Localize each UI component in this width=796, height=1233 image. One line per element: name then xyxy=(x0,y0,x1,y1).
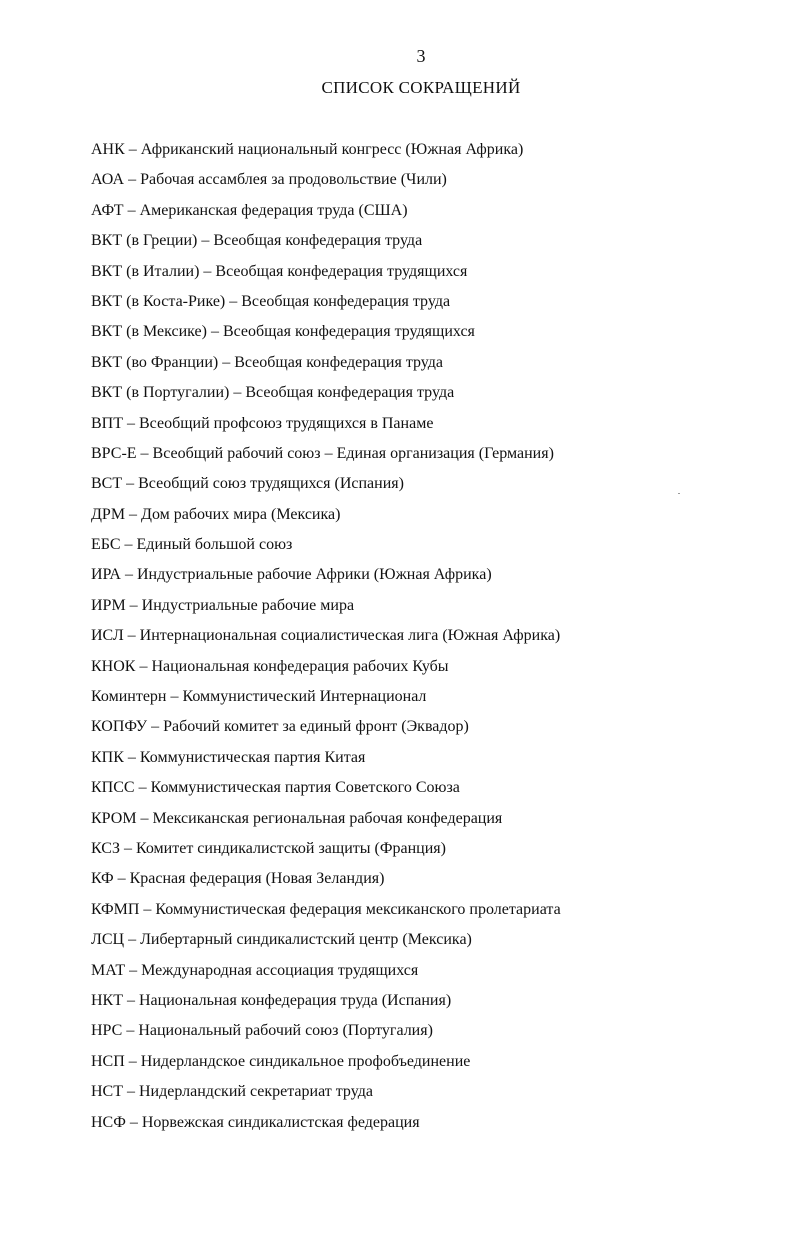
list-item: ЛСЦ – Либертарный синдикалистский центр (Мексика) xyxy=(91,931,472,949)
list-item: ИРА – Индустриальные рабочие Африки (Южная Африка) xyxy=(91,566,492,584)
list-item: ВКТ (в Мексике) – Всеобщая конфедерация трудящихся xyxy=(91,323,475,341)
list-item: КФ – Красная федерация (Новая Зеландия) xyxy=(91,870,385,888)
list-item: ЕБС – Единый большой союз xyxy=(91,536,293,554)
list-item: ВСТ – Всеобщий союз трудящихся (Испания) xyxy=(91,475,404,493)
list-item: КОПФУ – Рабочий комитет за единый фронт (Эквадор) xyxy=(91,718,469,736)
list-item: НСТ – Нидерландский секретариат труда xyxy=(91,1083,373,1101)
list-item: КСЗ – Комитет синдикалистской защиты (Франция) xyxy=(91,839,446,857)
list-item: ВКТ (во Франции) – Всеобщая конфедерация труда xyxy=(91,353,444,371)
list-item: НСП – Нидерландское синдикальное профобъединение xyxy=(91,1052,471,1070)
list-item: МАТ – Международная ассоциация трудящихся xyxy=(91,961,419,979)
page-number: 3 xyxy=(416,46,426,66)
list-item: ИСЛ – Интернациональная социалистическая лига (Южная Африка) xyxy=(91,627,561,645)
list-item: НСФ – Норвежская синдикалистская федерация xyxy=(91,1113,420,1131)
list-item: КПК – Коммунистическая партия Китая xyxy=(91,748,366,766)
list-item: ВКТ (в Португалии) – Всеобщая конфедерация труда xyxy=(91,384,455,402)
list-item: ДРМ – Дом рабочих мира (Мексика) xyxy=(91,505,341,523)
list-item: АФТ – Американская федерация труда (США) xyxy=(91,201,408,219)
scan-speck xyxy=(678,493,680,494)
list-item: КРОМ – Мексиканская региональная рабочая конфедерация xyxy=(91,809,503,827)
list-item: ВКТ (в Коста-Рике) – Всеобщая конфедерация труда xyxy=(91,292,451,310)
list-item: НРС – Национальный рабочий союз (Португалия) xyxy=(91,1022,433,1040)
list-item: ВПТ – Всеобщий профсоюз трудящихся в Панаме xyxy=(91,414,434,432)
list-item: ВКТ (в Греции) – Всеобщая конфедерация труда xyxy=(91,232,423,250)
list-item: АОА – Рабочая ассамблея за продовольствие (Чили) xyxy=(91,171,447,189)
list-item: Коминтерн – Коммунистический Интернационал xyxy=(91,688,427,706)
abbreviation-list xyxy=(91,138,731,1141)
list-item: КФМП – Коммунистическая федерация мексиканского пролетариата xyxy=(91,900,561,918)
list-item: ИРМ – Индустриальные рабочие мира xyxy=(91,596,355,614)
list-item: АНК – Африканский национальный конгресс (Южная Африка) xyxy=(91,141,524,158)
list-item: КНОК – Национальная конфедерация рабочих Кубы xyxy=(91,657,449,675)
list-item: ВКТ (в Италии) – Всеобщая конфедерация трудящихся xyxy=(91,262,468,280)
page-title: СПИСОК СОКРАЩЕНИЙ xyxy=(321,78,521,97)
list-item: ВРС-Е – Всеобщий рабочий союз – Единая организация (Германия) xyxy=(91,444,554,462)
list-item: НКТ – Национальная конфедерация труда (Испания) xyxy=(91,991,452,1009)
list-item: КПСС – Коммунистическая партия Советского Союза xyxy=(91,779,460,797)
